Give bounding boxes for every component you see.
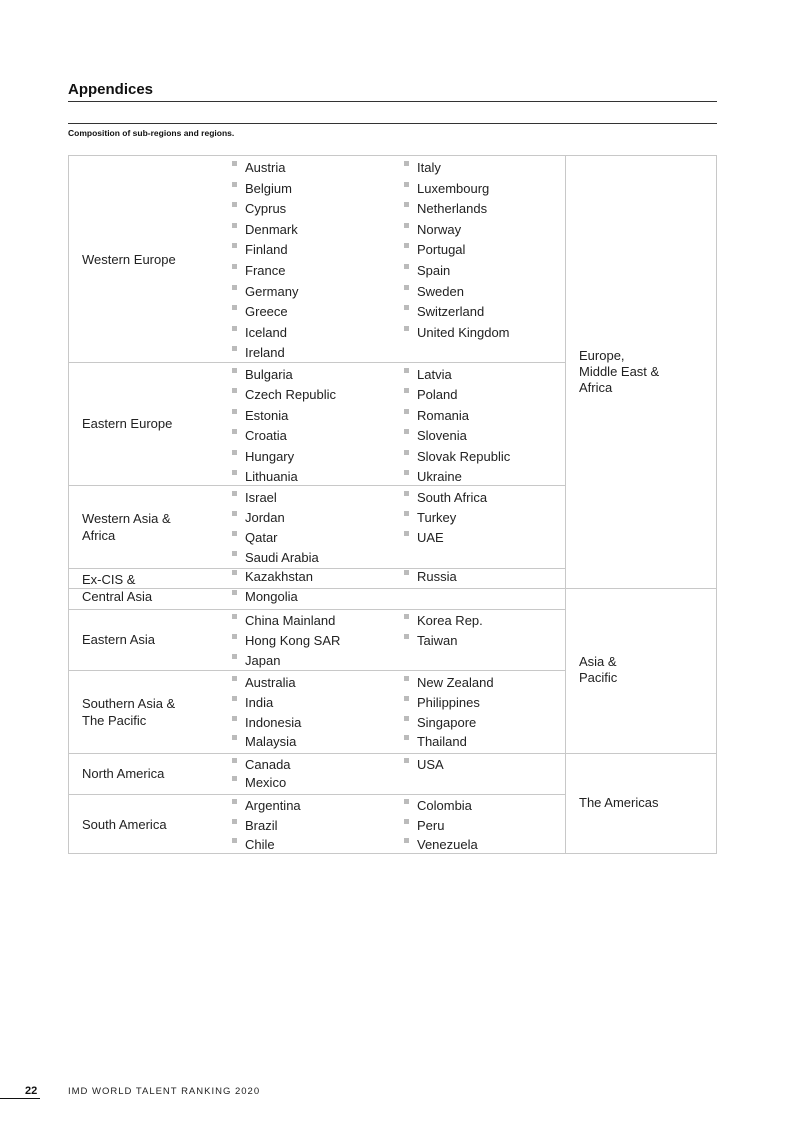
country-list-item <box>245 366 293 383</box>
country-name: Japan <box>245 653 281 668</box>
country-list-item <box>245 427 287 444</box>
country-name: Saudi Arabia <box>245 550 319 565</box>
row-divider <box>69 362 565 363</box>
row-divider <box>69 609 565 610</box>
country-name: Philippines <box>417 694 480 710</box>
bullet-icon <box>232 531 237 536</box>
country-list-item <box>245 241 288 258</box>
country-name: Austria <box>245 160 286 175</box>
country-list-item <box>245 568 313 585</box>
bullet-icon <box>404 799 409 804</box>
country-name: Colombia <box>417 798 472 813</box>
country-name: Norway <box>417 221 462 237</box>
country-name: Israel <box>245 490 277 505</box>
country-list-item <box>245 448 294 465</box>
publication-title: IMD WORLD TALENT RANKING 2020 <box>68 1086 261 1097</box>
bullet-icon <box>404 614 409 619</box>
country-list-item <box>245 180 292 197</box>
row-divider <box>69 753 716 754</box>
subregion-label-south-america: South America <box>82 817 167 832</box>
page-number: 22 <box>25 1085 38 1097</box>
bullet-icon <box>404 388 409 393</box>
country-list-item <box>417 200 487 217</box>
bullet-icon <box>404 243 409 248</box>
country-name: Chile <box>245 837 275 852</box>
country-name: China Mainland <box>245 613 336 628</box>
bullet-icon <box>404 326 409 331</box>
country-name: Netherlands <box>417 201 488 217</box>
country-list-item <box>417 509 456 526</box>
country-name: Sweden <box>417 283 464 299</box>
subregion-label-ex-cis: Ex-CIS & Central Asia <box>82 572 153 604</box>
bullet-icon <box>232 346 237 351</box>
bullet-icon <box>232 161 237 166</box>
country-list-item <box>245 774 286 791</box>
country-list-item <box>245 468 298 485</box>
bullet-icon <box>232 838 237 843</box>
bullet-icon <box>232 634 237 639</box>
country-name: Bulgaria <box>245 367 293 382</box>
country-name: United Kingdom <box>417 324 510 340</box>
bullet-icon <box>232 491 237 496</box>
country-list-item <box>245 714 301 731</box>
bullet-icon <box>232 696 237 701</box>
country-list-item <box>417 674 494 691</box>
country-name: Kazakhstan <box>245 569 313 584</box>
country-list-item <box>245 549 319 566</box>
bullet-icon <box>404 531 409 536</box>
country-name: Thailand <box>417 734 467 750</box>
subregion-label-western-europe: Western Europe <box>82 252 176 267</box>
bullet-icon <box>404 716 409 721</box>
country-name: Romania <box>417 407 470 423</box>
country-list-item <box>417 756 444 773</box>
country-name: New Zealand <box>417 675 494 690</box>
country-list-item <box>245 797 301 814</box>
row-divider <box>69 485 565 486</box>
bullet-icon <box>232 285 237 290</box>
bullet-icon <box>404 429 409 434</box>
country-name: South Africa <box>417 490 488 505</box>
subregion-label-eastern-asia: Eastern Asia <box>82 632 155 647</box>
bullet-icon <box>232 716 237 721</box>
country-list-item <box>417 714 476 731</box>
bullet-icon <box>232 264 237 269</box>
country-name: Denmark <box>245 221 298 237</box>
country-list-item <box>417 694 480 711</box>
country-name: Czech Republic <box>245 387 337 403</box>
country-name: Poland <box>417 387 458 403</box>
regions-table <box>68 155 717 854</box>
country-list-item <box>245 407 288 424</box>
bullet-icon <box>232 676 237 681</box>
country-name: UAE <box>417 530 444 545</box>
country-list-item <box>417 366 452 383</box>
bullet-icon <box>404 161 409 166</box>
country-name: Greece <box>245 304 288 320</box>
country-list-item <box>417 386 457 403</box>
bullet-icon <box>404 182 409 187</box>
section-title: Appendices <box>68 81 154 98</box>
bullet-icon <box>404 758 409 763</box>
bullet-icon <box>232 511 237 516</box>
country-list-item <box>245 386 336 403</box>
bullet-icon <box>232 182 237 187</box>
bullet-icon <box>404 838 409 843</box>
country-name: Lithuania <box>245 469 298 484</box>
country-name: Singapore <box>417 714 477 730</box>
country-list-item <box>245 283 298 300</box>
bullet-icon <box>232 570 237 575</box>
country-list-item <box>417 817 444 834</box>
country-name: Qatar <box>245 530 278 545</box>
country-list-item <box>245 509 285 526</box>
country-name: Ukraine <box>417 469 462 484</box>
bullet-icon <box>232 654 237 659</box>
bullet-icon <box>232 202 237 207</box>
country-name: Hong Kong SAR <box>245 633 341 648</box>
bullet-icon <box>404 285 409 290</box>
country-list-item <box>417 632 457 649</box>
country-name: Estonia <box>245 407 289 423</box>
bullet-icon <box>232 409 237 414</box>
country-list-item <box>417 468 462 485</box>
country-list-item <box>245 489 277 506</box>
region-label-emea: Europe, Middle East & Africa <box>579 348 660 395</box>
country-list-item <box>417 836 478 853</box>
country-list-item <box>245 694 273 711</box>
bullet-icon <box>232 388 237 393</box>
country-name: Venezuela <box>417 837 478 852</box>
country-name: Iceland <box>245 324 287 340</box>
country-list-item <box>245 817 278 834</box>
region-label-americas: The Americas <box>579 795 659 810</box>
bullet-icon <box>232 305 237 310</box>
bullet-icon <box>232 735 237 740</box>
country-name: Spain <box>417 263 451 278</box>
country-list-item <box>417 733 467 750</box>
country-name: Korea Rep. <box>417 613 483 628</box>
country-list-item <box>245 836 275 853</box>
country-list-item <box>245 652 280 669</box>
bullet-icon <box>232 819 237 824</box>
bullet-icon <box>232 551 237 556</box>
subregion-label-western-asia-africa: Western Asia & Africa <box>82 511 171 543</box>
country-name: Russia <box>417 569 457 584</box>
bullet-icon <box>404 696 409 701</box>
country-name: Italy <box>417 160 441 175</box>
row-divider <box>69 568 565 569</box>
bullet-icon <box>232 326 237 331</box>
country-list-item <box>417 180 489 197</box>
row-divider <box>69 588 716 589</box>
country-name: Latvia <box>417 367 452 382</box>
country-list-item <box>417 427 467 444</box>
country-name: Croatia <box>245 428 287 444</box>
country-name: Brazil <box>245 817 278 833</box>
country-list-item <box>417 489 487 506</box>
row-divider <box>69 670 565 671</box>
bullet-icon <box>232 223 237 228</box>
bullet-icon <box>404 634 409 639</box>
country-list-item <box>245 221 298 238</box>
country-name: Jordan <box>245 510 285 525</box>
country-list-item <box>245 756 291 773</box>
country-list-item <box>245 733 296 750</box>
bullet-icon <box>404 491 409 496</box>
country-list-item <box>417 262 450 279</box>
bullet-icon <box>404 368 409 373</box>
country-list-item <box>245 159 285 176</box>
country-name: Slovak Republic <box>417 448 511 464</box>
country-name: Indonesia <box>245 714 302 730</box>
country-name: India <box>245 694 274 710</box>
bullet-icon <box>404 570 409 575</box>
country-name: Portugal <box>417 242 466 258</box>
region-column-divider <box>565 156 566 853</box>
row-divider <box>69 794 565 795</box>
bullet-icon <box>404 511 409 516</box>
bullet-icon <box>404 676 409 681</box>
country-list-item <box>245 324 287 341</box>
country-list-item <box>417 324 510 341</box>
country-name: Ireland <box>245 345 285 361</box>
country-list-item <box>245 529 278 546</box>
bullet-icon <box>232 243 237 248</box>
bullet-icon <box>404 470 409 475</box>
country-name: Hungary <box>245 448 295 464</box>
page-number-rule <box>0 1098 40 1099</box>
country-name: Malaysia <box>245 734 297 750</box>
country-name: Mongolia <box>245 589 298 604</box>
country-list-item <box>417 407 469 424</box>
bullet-icon <box>404 223 409 228</box>
country-name: Canada <box>245 757 291 772</box>
country-name: Luxembourg <box>417 180 490 196</box>
caption-rule <box>68 123 717 124</box>
country-name: Cyprus <box>245 201 287 217</box>
country-name: Argentina <box>245 798 301 813</box>
bullet-icon <box>232 368 237 373</box>
bullet-icon <box>404 305 409 310</box>
country-list-item <box>245 674 296 691</box>
country-list-item <box>417 448 510 465</box>
country-list-item <box>245 262 285 279</box>
bullet-icon <box>232 799 237 804</box>
country-name: Peru <box>417 817 445 833</box>
bullet-icon <box>232 450 237 455</box>
bullet-icon <box>404 735 409 740</box>
bullet-icon <box>232 470 237 475</box>
country-list-item <box>417 529 444 546</box>
bullet-icon <box>232 590 237 595</box>
country-name: Germany <box>245 283 299 299</box>
country-list-item <box>417 221 461 238</box>
subregion-label-southern-asia-pacific: Southern Asia & The Pacific <box>82 696 176 728</box>
region-label-asia-pacific: Asia & Pacific <box>579 654 618 685</box>
bullet-icon <box>404 202 409 207</box>
bullet-icon <box>404 264 409 269</box>
country-list-item <box>245 632 340 649</box>
table-caption: Composition of sub-regions and regions. <box>68 128 235 138</box>
country-name: Taiwan <box>417 633 458 648</box>
bullet-icon <box>404 450 409 455</box>
bullet-icon <box>232 614 237 619</box>
country-list-item <box>417 797 472 814</box>
subregion-label-eastern-europe: Eastern Europe <box>82 416 173 431</box>
country-list-item <box>417 159 441 176</box>
country-name: Australia <box>245 675 296 690</box>
country-list-item <box>245 588 298 605</box>
country-list-item <box>245 303 288 320</box>
country-list-item <box>245 200 286 217</box>
country-list-item <box>245 612 335 629</box>
country-name: Slovenia <box>417 428 467 444</box>
title-rule <box>68 101 717 102</box>
bullet-icon <box>404 409 409 414</box>
country-name: USA <box>417 757 444 772</box>
country-list-item <box>417 283 464 300</box>
country-list-item <box>417 568 457 585</box>
country-list-item <box>417 241 465 258</box>
bullet-icon <box>232 776 237 781</box>
country-list-item <box>417 612 483 629</box>
country-list-item <box>417 303 484 320</box>
country-list-item <box>245 344 285 361</box>
country-name: Switzerland <box>417 304 485 320</box>
bullet-icon <box>232 758 237 763</box>
country-name: Turkey <box>417 510 457 525</box>
country-name: Belgium <box>245 180 292 196</box>
country-name: Mexico <box>245 775 287 790</box>
country-name: France <box>245 263 286 278</box>
subregion-label-north-america: North America <box>82 766 165 781</box>
bullet-icon <box>404 819 409 824</box>
country-name: Finland <box>245 242 288 258</box>
bullet-icon <box>232 429 237 434</box>
